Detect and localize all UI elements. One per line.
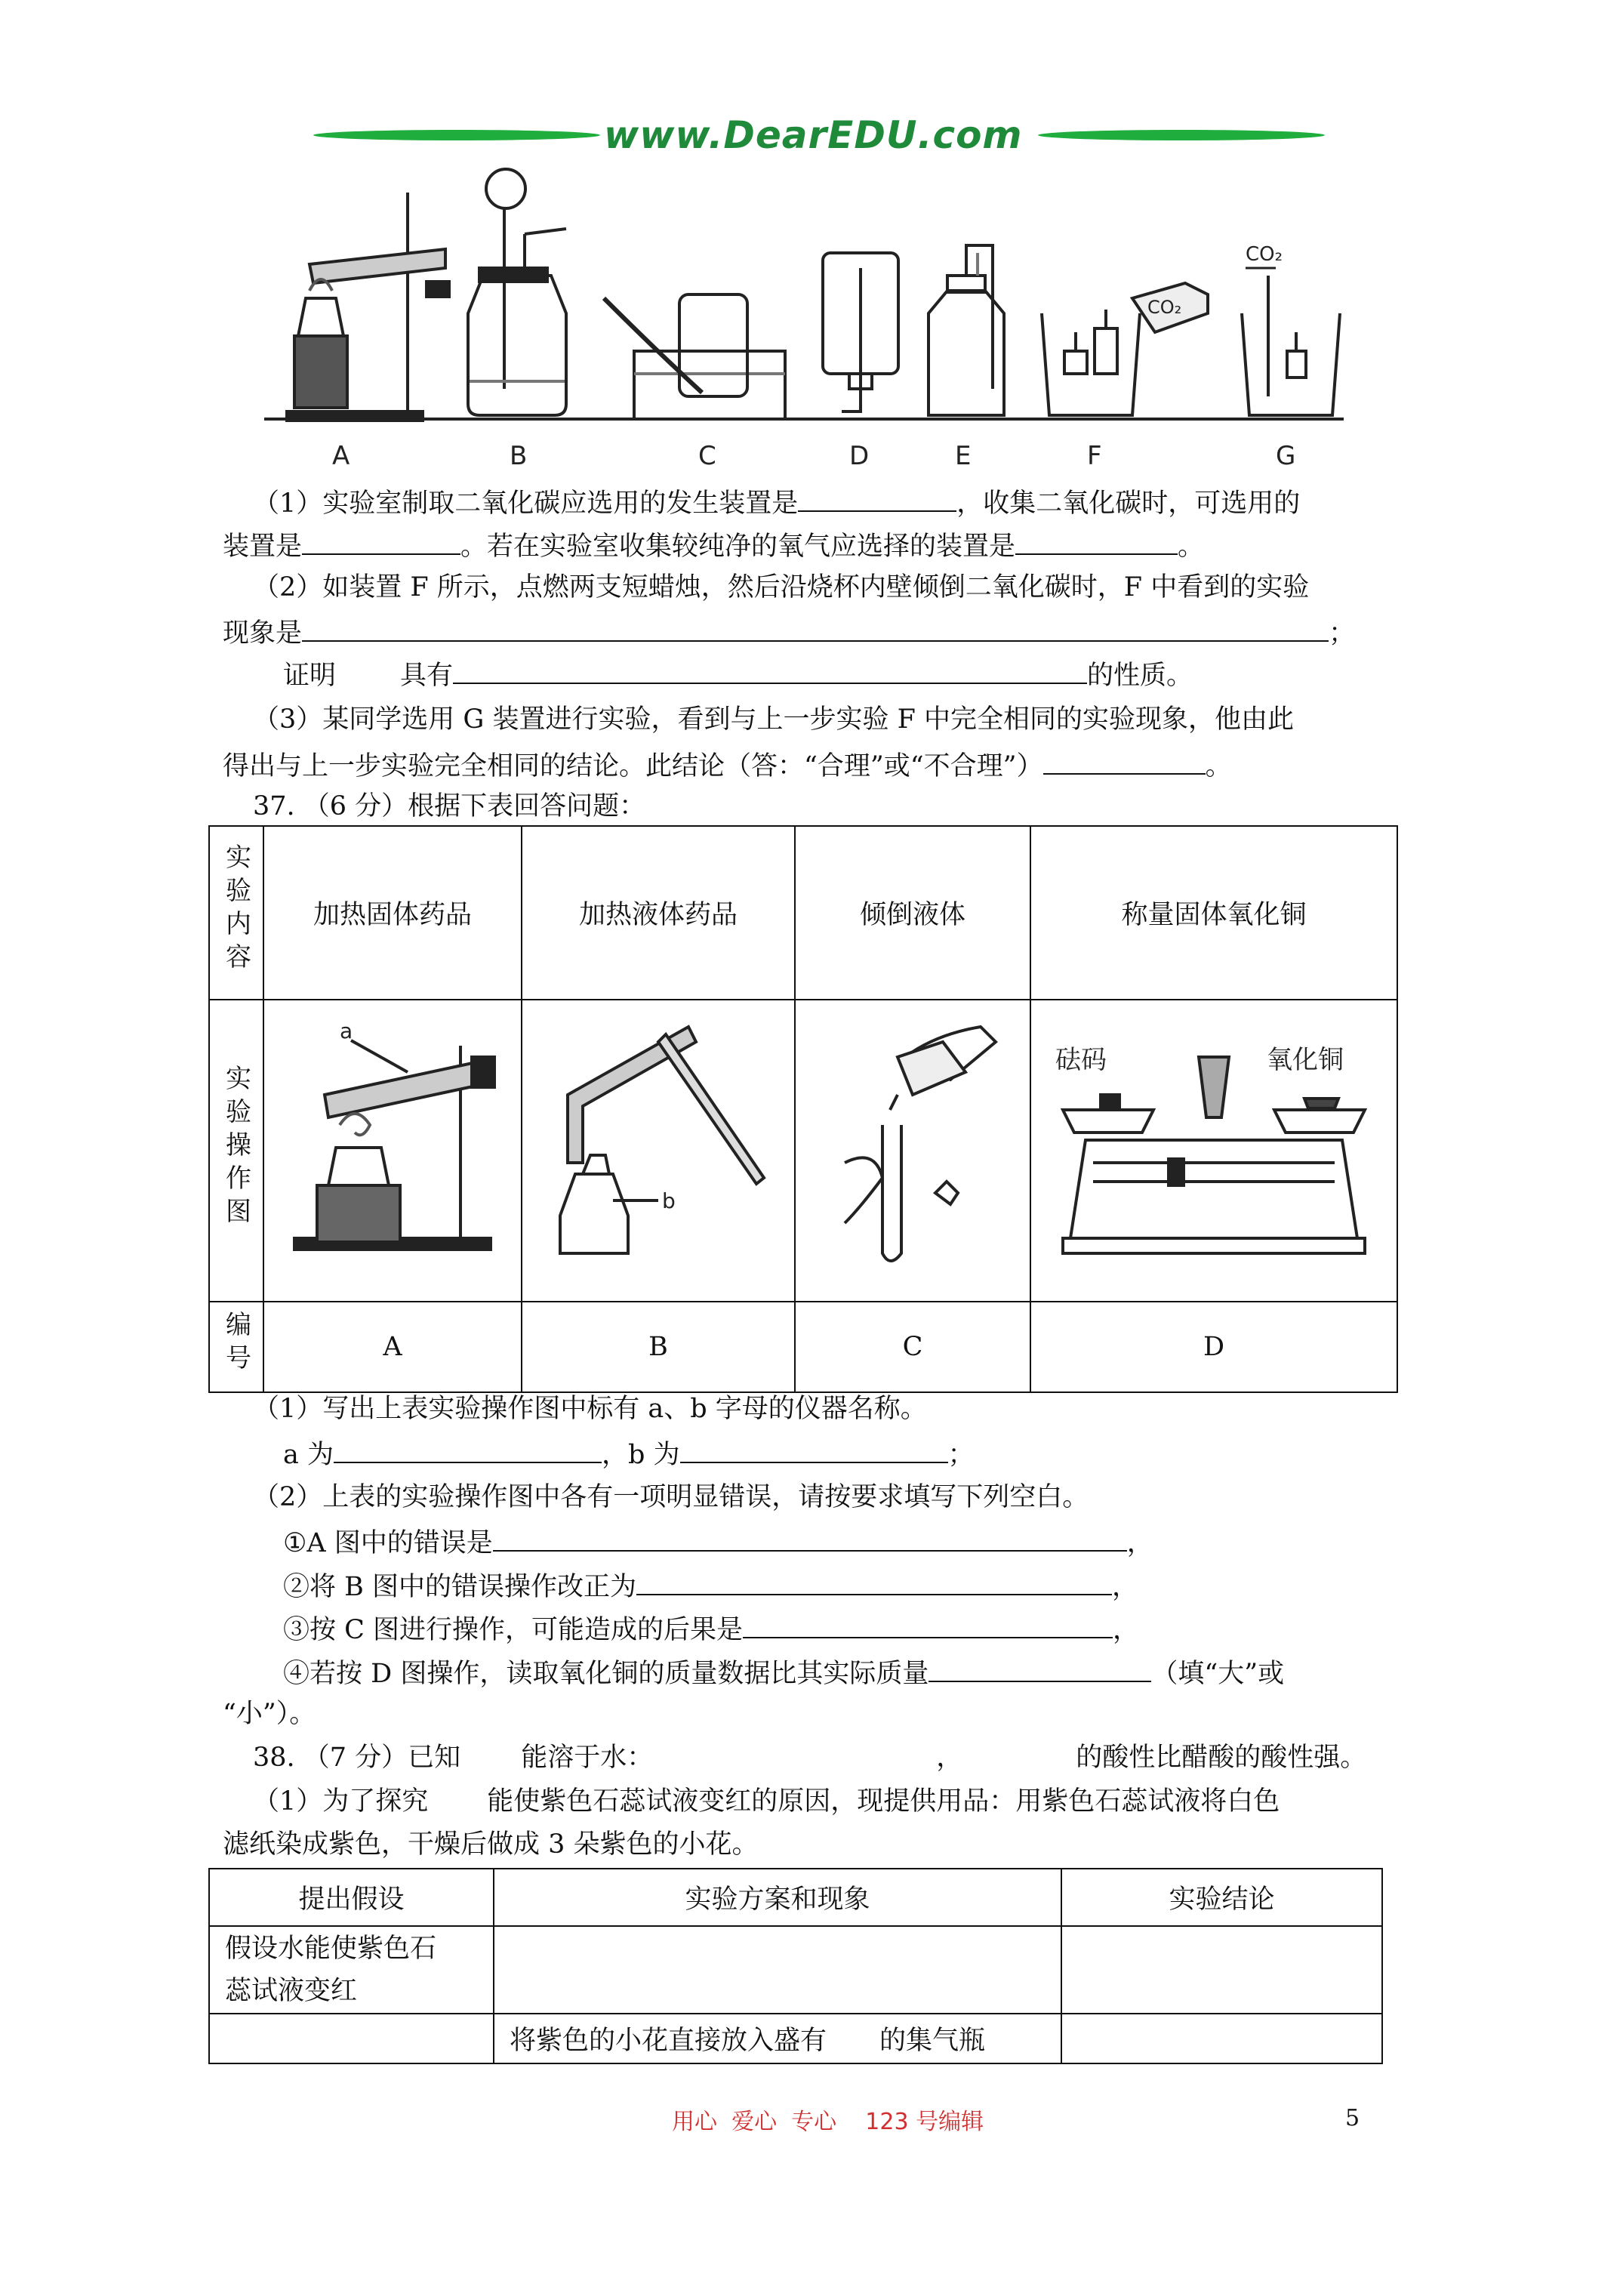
blank-phenomenon[interactable] — [302, 613, 1329, 642]
q36-p1-line1: （1）实验室制取二氧化碳应选用的发生装置是 ，收集二氧化碳时，可选用的 — [253, 483, 1300, 521]
apparatus-f — [1042, 283, 1208, 415]
apparatus-b — [468, 169, 566, 415]
row-header-code: 编号 — [209, 1302, 263, 1392]
q37-intro: 37. （6 分）根据下表回答问题： — [253, 791, 646, 821]
q37-s1: （1）写出上表实验操作图中标有 a、b 字母的仪器名称。 — [253, 1394, 927, 1424]
q36-p1-line2: 装置是 。若在实验室收集较纯净的氧气应选择的装置是 。 — [223, 526, 1204, 564]
header-conclusion: 实验结论 — [1061, 1869, 1382, 1926]
blank-consequence-c[interactable] — [743, 1610, 1113, 1638]
code-cell: A — [263, 1302, 522, 1392]
fig-label-b: B — [510, 441, 528, 471]
logo-swoosh-left — [313, 130, 600, 140]
fig-label-d: D — [849, 441, 870, 471]
fig-label-f: F — [1087, 441, 1102, 471]
plan-cell[interactable] — [494, 1926, 1061, 2014]
apparatus-c — [604, 294, 785, 419]
label-copper-oxide: 氧化铜 — [1267, 1044, 1344, 1075]
row-header-content: 实验内容 — [209, 826, 263, 1000]
q37-s2-2: ②将 B 图中的错误操作改正为 ， — [283, 1567, 1138, 1604]
q36-p2-line3: 证明 具有 的性质。 — [283, 655, 1193, 693]
q37-s2-4: ④若按 D 图操作，读取氧化铜的质量数据比其实际质量 （填“大”或 — [283, 1653, 1284, 1691]
site-logo: www.DearEDU.com — [604, 113, 1023, 157]
blank-collector[interactable] — [302, 526, 460, 555]
header-hypothesis: 提出假设 — [209, 1869, 494, 1926]
blank-oxygen[interactable] — [1015, 526, 1178, 555]
blank-generator[interactable] — [798, 483, 956, 512]
apparatus-g — [1242, 243, 1340, 415]
conclusion-cell[interactable] — [1061, 1926, 1382, 2014]
q38-table — [208, 1868, 1383, 2064]
content-cell: 加热液体药品 — [522, 826, 795, 1000]
hypothesis-cell: 假设水能使紫色石 蕊试液变红 — [209, 1926, 494, 2014]
label-weights: 砝码 — [1055, 1044, 1107, 1075]
hypothesis-cell[interactable] — [209, 2014, 494, 2063]
apparatus-figure — [264, 162, 1351, 479]
blank-a[interactable] — [334, 1435, 602, 1463]
content-cell: 加热固体药品 — [263, 826, 522, 1000]
logo-swoosh-right — [1038, 130, 1325, 140]
q37-s2: （2）上表的实验操作图中各有一项明显错误，请按要求填写下列空白。 — [253, 1482, 1089, 1512]
q37-s1-answers: a 为 ，b 为 ； — [283, 1435, 975, 1472]
q37-table — [208, 825, 1398, 1393]
code-cell: B — [522, 1302, 795, 1392]
fig-label-g: G — [1276, 441, 1296, 471]
q36-p2-line1: （2）如装置 F 所示，点燃两支短蜡烛，然后沿烧杯内壁倾倒二氧化碳时，F 中看到的实验 — [253, 572, 1310, 603]
q37-s2-4-cont: “小”）。 — [223, 1699, 316, 1729]
q36-p3-line1: （3）某同学选用 G 装置进行实验，看到与上一步实验 F 中完全相同的实验现象，他由此 — [253, 704, 1295, 735]
blank-error-a[interactable] — [493, 1523, 1127, 1552]
pouring-liquid-figure — [815, 1012, 1011, 1284]
figure-cell-c — [795, 1000, 1030, 1302]
code-cell: C — [795, 1302, 1030, 1392]
blank-b[interactable] — [680, 1435, 948, 1463]
blank-conclusion[interactable] — [1043, 746, 1206, 775]
q37-s2-3: ③按 C 图进行操作，可能造成的后果是 ， — [283, 1610, 1139, 1647]
conclusion-cell[interactable] — [1061, 2014, 1382, 2063]
fig-label-e: E — [955, 441, 972, 471]
apparatus-d — [823, 253, 898, 411]
apparatus-e — [929, 245, 1004, 415]
blank-property[interactable] — [453, 655, 1087, 684]
heating-solid-figure — [279, 1012, 506, 1284]
q36-p2-line2: 现象是 ； — [223, 613, 1355, 651]
page-number: 5 — [1345, 2105, 1360, 2131]
label-b: b — [662, 1188, 676, 1213]
row-header-figure: 实验操作图 — [209, 1000, 263, 1302]
blank-mass-d[interactable] — [929, 1653, 1151, 1682]
co2-inflow-label: CO₂ — [1246, 243, 1283, 266]
balance-figure — [1040, 1012, 1387, 1284]
header-plan: 实验方案和现象 — [494, 1869, 1061, 1926]
figure-cell-a — [263, 1000, 522, 1302]
q38-intro: 38. （7 分）已知 能溶于水： ， 的酸性比醋酸的酸性强。 — [253, 1743, 1367, 1773]
content-cell: 称量固体氧化铜 — [1030, 826, 1397, 1000]
fig-label-a: A — [332, 441, 350, 471]
q38-p1-cont: 滤纸染成紫色，干燥后做成 3 朵紫色的小花。 — [223, 1829, 759, 1860]
q36-p3-line2: 得出与上一步实验完全相同的结论。此结论（答：“合理”或“不合理”） 。 — [223, 746, 1232, 784]
code-cell: D — [1030, 1302, 1397, 1392]
heating-liquid-figure — [537, 1012, 779, 1284]
plan-cell: 将紫色的小花直接放入盛有 的集气瓶 — [494, 2014, 1061, 2063]
q37-s2-1: ①A 图中的错误是 ， — [283, 1523, 1153, 1561]
blank-correction-b[interactable] — [636, 1567, 1112, 1595]
content-cell: 倾倒液体 — [795, 826, 1030, 1000]
footer-credit: 用心 爱心 专心 123 号编辑 — [672, 2109, 984, 2135]
co2-bottle-label: CO₂ — [1147, 297, 1182, 318]
label-a: a — [340, 1018, 353, 1043]
figure-cell-d — [1030, 1000, 1397, 1302]
apparatus-a — [287, 193, 449, 421]
figure-cell-b — [522, 1000, 795, 1302]
q38-p1: （1）为了探究 能使紫色石蕊试液变红的原因，现提供用品：用紫色石蕊试液将白色 — [253, 1786, 1280, 1817]
fig-label-c: C — [698, 441, 716, 471]
